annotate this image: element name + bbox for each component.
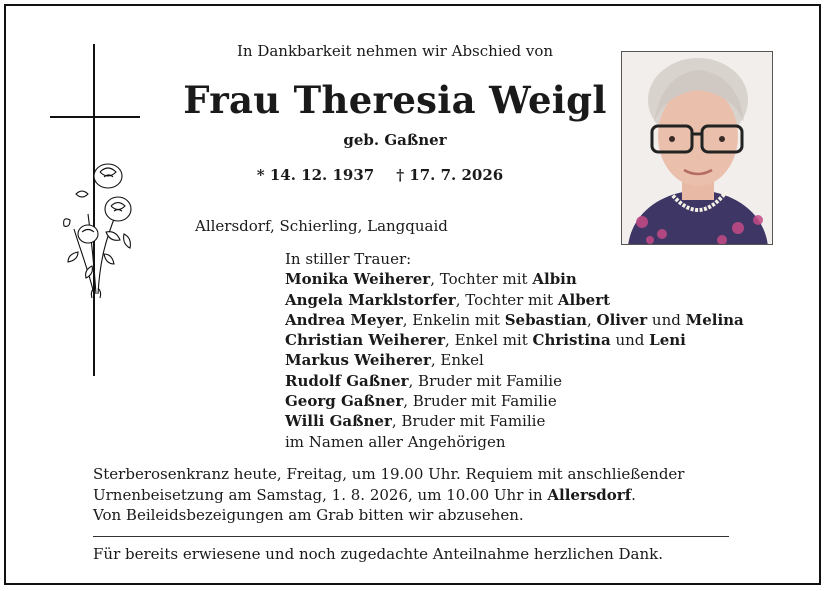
mourner-line bbox=[285, 330, 744, 350]
service-info bbox=[93, 464, 684, 526]
mourners-heading: In stiller Trauer: bbox=[285, 250, 412, 268]
mourner-line bbox=[285, 310, 744, 330]
service-place: Allersdorf bbox=[547, 485, 632, 504]
mourner-name: Christian Weiherer bbox=[285, 331, 446, 350]
roses-icon bbox=[64, 164, 131, 298]
mourner-name: Andrea Meyer bbox=[285, 310, 403, 329]
mourner-relation: , Enkel bbox=[430, 351, 484, 370]
mourner-name: Leni bbox=[649, 331, 686, 350]
mourner-name: Willi Gaßner bbox=[285, 412, 392, 431]
mourner-name: Albert bbox=[557, 290, 611, 309]
death-date: † 17. 7. 2026 bbox=[396, 166, 504, 184]
places-text: Allersdorf, Schierling, Langquaid bbox=[195, 217, 448, 235]
thanks-text: Für bereits erwiesene und noch zugedachte Anteilnahme herzlichen Dank. bbox=[93, 545, 663, 563]
mourner-name: Albin bbox=[532, 270, 577, 289]
mourner-name: Angela Marklstorfer bbox=[285, 290, 456, 309]
mourner-line bbox=[285, 432, 744, 452]
mourner-relation: im Namen aller Angehörigen bbox=[285, 432, 506, 451]
maiden-name: geb. Gaßner bbox=[343, 131, 447, 149]
mourner-name: Christina bbox=[532, 331, 611, 350]
mourner-line bbox=[285, 411, 744, 431]
mourner-relation: und bbox=[647, 310, 686, 329]
mourner-relation: , Enkel mit bbox=[445, 331, 533, 350]
mourner-relation: , Tochter mit bbox=[430, 270, 533, 289]
service-line-2-end: . bbox=[631, 485, 636, 504]
mourner-relation: , Bruder mit Familie bbox=[391, 412, 546, 431]
mourner-line bbox=[285, 371, 744, 391]
mourner-relation: , Bruder mit Familie bbox=[403, 392, 557, 411]
mourner-name: Georg Gaßner bbox=[285, 392, 404, 411]
mourners-list bbox=[285, 249, 744, 452]
service-line-1: Sterberosenkranz heute, Freitag, um 19.00 Uhr. Requiem mit anschließender bbox=[93, 465, 685, 483]
service-line-2 bbox=[93, 485, 684, 506]
service-line-3: Von Beileidsbezeigungen am Grab bitten wir abzusehen. bbox=[93, 506, 524, 524]
mourner-line bbox=[285, 391, 744, 411]
mourner-relation: , Bruder mit Familie bbox=[408, 371, 562, 390]
mourner-relation: , Enkelin mit bbox=[402, 310, 505, 329]
mourner-line bbox=[285, 269, 744, 289]
mourner-name: Rudolf Gaßner bbox=[285, 371, 409, 390]
intro-text: In Dankbarkeit nehmen wir Abschied von bbox=[236, 42, 554, 60]
mourner-name: Monika Weiherer bbox=[285, 270, 431, 289]
mourner-name: Sebastian bbox=[504, 310, 587, 329]
deceased-name: Frau Theresia Weigl bbox=[183, 78, 607, 122]
mourner-line bbox=[285, 350, 744, 370]
service-line-2-text: Urnenbeisetzung am Samstag, 1. 8. 2026, um 10.00 Uhr in bbox=[93, 485, 548, 504]
divider bbox=[93, 536, 729, 537]
mourner-name: Melina bbox=[685, 310, 744, 329]
mourner-relation: und bbox=[610, 331, 650, 350]
portrait-photo bbox=[621, 51, 773, 245]
mourner-relation: , bbox=[586, 310, 597, 329]
birth-date: * 14. 12. 1937 bbox=[256, 166, 375, 184]
mourner-name: Oliver bbox=[596, 310, 648, 329]
mourner-name: Markus Weiherer bbox=[285, 351, 431, 370]
mourner-relation: , Tochter mit bbox=[455, 290, 558, 309]
mourner-line bbox=[285, 290, 744, 310]
